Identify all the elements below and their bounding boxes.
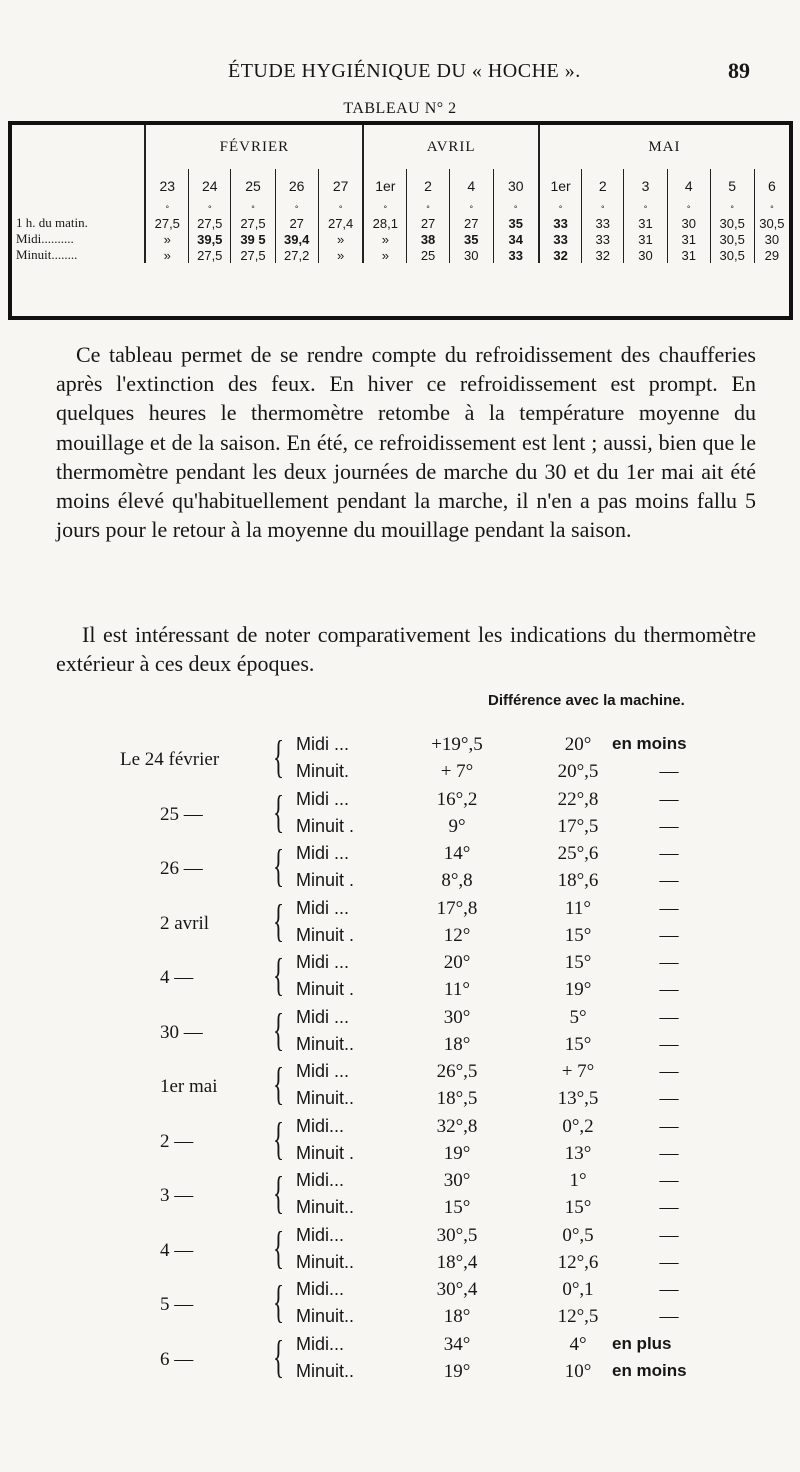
minuit-line bbox=[0, 1088, 800, 1115]
brace-symbol: { bbox=[273, 1276, 285, 1327]
exterior-temperature: 30° bbox=[443, 1170, 471, 1191]
day-header: 4 bbox=[667, 169, 710, 203]
days-row bbox=[12, 169, 789, 203]
row-label: 1 h. du matin. bbox=[16, 215, 88, 230]
difference-note: — bbox=[659, 815, 679, 837]
day-header: 27 bbox=[318, 169, 363, 203]
difference-note: — bbox=[659, 1197, 679, 1218]
list-item bbox=[0, 1221, 800, 1279]
table-cell: 30 bbox=[667, 215, 710, 231]
day-header: 1er bbox=[363, 169, 406, 203]
midi-line bbox=[0, 1061, 800, 1088]
midi-line bbox=[0, 1116, 800, 1143]
midi-line bbox=[0, 952, 800, 979]
difference-note: — bbox=[659, 843, 679, 864]
paragraph-1: Ce tableau permet de se rendre compte du refroidissement des chaufferies après l'extinction des feux. En hiver ce refroidissement est prompt. En quelques heures le thermomètre retombe à la température moyenne du mouillage et de la saison. En été, ce refroidissement est lent ; aussi, bien que le thermomètre pendant les deux journées de marche du 30 et du 1er mai ait été moins élevé qu'habituellement pendant la marche, il n'en a pas moins fallu 5 jours pour le retour à la moyenne du mouillage pendant la saison. bbox=[56, 342, 756, 543]
midi-line bbox=[0, 1225, 800, 1252]
table-cell: 28,1 bbox=[363, 215, 406, 231]
difference-note: — bbox=[659, 1224, 679, 1246]
degree-mark: ° bbox=[624, 203, 668, 215]
time-label: Minuit.. bbox=[296, 1197, 355, 1217]
minuit-line bbox=[0, 1143, 800, 1170]
difference-note: — bbox=[659, 924, 679, 946]
table-cell: » bbox=[363, 247, 406, 263]
entry-date: 30 — bbox=[160, 1021, 203, 1043]
table-cell: 39,5 bbox=[189, 231, 231, 247]
list-item bbox=[0, 785, 800, 843]
degree-mark: ° bbox=[754, 203, 789, 215]
table-cell: 33 bbox=[539, 215, 582, 231]
table-cell: 39 5 bbox=[231, 231, 275, 247]
row-label: Midi.......... bbox=[16, 231, 74, 246]
difference-value: 11° bbox=[565, 897, 591, 919]
table-cell: 27,2 bbox=[275, 247, 318, 263]
difference-value: 13°,5 bbox=[557, 1088, 599, 1109]
difference-value: 15° bbox=[564, 1197, 592, 1218]
row-label: Minuit........ bbox=[16, 247, 78, 262]
brace-symbol: { bbox=[273, 1221, 285, 1273]
time-label: Minuit . bbox=[296, 1142, 355, 1163]
minuit-line bbox=[0, 1252, 800, 1279]
difference-note: — bbox=[659, 1061, 679, 1082]
brace-symbol: { bbox=[273, 1003, 285, 1055]
degree-mark: ° bbox=[407, 203, 450, 215]
difference-value: 0°,2 bbox=[562, 1115, 594, 1137]
degree-mark: ° bbox=[667, 203, 710, 215]
table-cell: 31 bbox=[667, 231, 710, 247]
table-cell: 30,5 bbox=[710, 231, 754, 247]
table-cell: 29 bbox=[754, 247, 789, 263]
list-item bbox=[0, 1330, 800, 1388]
difference-note: — bbox=[659, 1142, 679, 1164]
midi-line bbox=[0, 1170, 800, 1197]
table-cell: 30 bbox=[449, 247, 493, 263]
table-cell: » bbox=[318, 231, 363, 247]
table-cell: 27 bbox=[407, 215, 450, 231]
exterior-temperature: 18°,4 bbox=[436, 1251, 478, 1273]
entry-date: 3 — bbox=[160, 1185, 194, 1206]
day-header: 25 bbox=[231, 169, 275, 203]
brace-symbol: { bbox=[273, 1112, 285, 1164]
paragraph-2: Il est intéressant de noter comparativement les indications du thermomètre extérieur à ces deux époques. bbox=[56, 622, 756, 677]
temperature-table-grid bbox=[12, 125, 789, 263]
minuit-line bbox=[0, 979, 800, 1006]
brace-symbol: { bbox=[273, 1167, 285, 1218]
table-cell: 33 bbox=[493, 247, 539, 263]
group-fevrier: FÉVRIER bbox=[145, 125, 363, 169]
time-label: Midi ... bbox=[296, 734, 350, 754]
day-header: 30 bbox=[493, 169, 539, 203]
table-cell: » bbox=[363, 231, 406, 247]
exterior-temperature: 17°,8 bbox=[436, 897, 478, 919]
entry-date: 25 — bbox=[160, 803, 203, 825]
exterior-temperature: 18° bbox=[443, 1033, 471, 1055]
brace-symbol: { bbox=[273, 731, 285, 782]
entry-date: 6 — bbox=[160, 1348, 194, 1370]
list-item bbox=[0, 949, 800, 1006]
difference-value: 17°,5 bbox=[557, 815, 599, 837]
degree-mark: ° bbox=[539, 203, 582, 215]
midi-line bbox=[0, 734, 800, 761]
difference-note: — bbox=[659, 1306, 679, 1327]
list-item bbox=[0, 894, 800, 952]
minuit-line bbox=[0, 1197, 800, 1224]
brace-symbol: { bbox=[273, 1330, 285, 1382]
running-title: ÉTUDE HYGIÉNIQUE DU « HOCHE ». bbox=[228, 60, 581, 82]
difference-note: — bbox=[659, 788, 679, 810]
time-label: Midi ... bbox=[296, 1061, 350, 1081]
minuit-line bbox=[0, 925, 800, 952]
day-header: 4 bbox=[449, 169, 493, 203]
list-item bbox=[0, 1167, 800, 1224]
midi-line bbox=[0, 1334, 800, 1361]
difference-note: en moins bbox=[612, 734, 687, 753]
difference-note: — bbox=[659, 761, 679, 782]
brace-symbol: { bbox=[273, 894, 285, 946]
difference-value: 5° bbox=[569, 1006, 587, 1028]
table-cell: 32 bbox=[539, 247, 582, 263]
degree-mark: ° bbox=[582, 203, 624, 215]
table-cell: 33 bbox=[582, 231, 624, 247]
minuit-line bbox=[0, 870, 800, 897]
table-cell: » bbox=[145, 247, 188, 263]
difference-value: 15° bbox=[564, 1033, 592, 1055]
difference-note: — bbox=[659, 1033, 679, 1055]
degree-mark: ° bbox=[145, 203, 188, 215]
exterior-temperature: 30°,4 bbox=[436, 1279, 478, 1300]
difference-value: 15° bbox=[564, 924, 592, 946]
degree-mark: ° bbox=[318, 203, 363, 215]
difference-note: — bbox=[659, 979, 679, 1000]
exterior-temperature: 26°,5 bbox=[436, 1061, 478, 1082]
difference-value: 22°,8 bbox=[557, 788, 599, 810]
exterior-temperature: 20° bbox=[443, 952, 471, 973]
time-label: Midi ... bbox=[296, 952, 350, 972]
difference-note: en moins bbox=[612, 1360, 687, 1380]
difference-note: — bbox=[659, 1115, 679, 1137]
group-avril: AVRIL bbox=[363, 125, 538, 169]
degree-mark: ° bbox=[231, 203, 275, 215]
table-cell: 35 bbox=[449, 231, 493, 247]
day-header: 5 bbox=[710, 169, 754, 203]
exterior-temperature: 32°,8 bbox=[436, 1115, 478, 1137]
table-cell: 33 bbox=[539, 231, 582, 247]
difference-value: 18°,6 bbox=[557, 870, 599, 891]
degree-mark: ° bbox=[275, 203, 318, 215]
day-header: 26 bbox=[275, 169, 318, 203]
exterior-temperature: 19° bbox=[443, 1142, 471, 1164]
brace-symbol: { bbox=[273, 1058, 285, 1109]
entry-date: 5 — bbox=[160, 1294, 194, 1315]
exterior-temperature: 18°,5 bbox=[436, 1088, 478, 1109]
time-label: Midi... bbox=[296, 1224, 345, 1245]
exterior-temperature: 14° bbox=[443, 843, 471, 864]
difference-value: 25°,6 bbox=[557, 843, 599, 864]
time-label: Midi... bbox=[296, 1279, 345, 1299]
exterior-temperature: 15° bbox=[443, 1197, 471, 1218]
table-cell: » bbox=[318, 247, 363, 263]
brace-symbol: { bbox=[273, 840, 285, 891]
table-cell: 39,4 bbox=[275, 231, 318, 247]
table-cell: 27,5 bbox=[189, 215, 231, 231]
exterior-temperature: 30° bbox=[443, 1006, 471, 1028]
table-cell: 27 bbox=[449, 215, 493, 231]
degree-mark: ° bbox=[363, 203, 406, 215]
time-label: Minuit . bbox=[296, 979, 355, 999]
time-label: Minuit.. bbox=[296, 1360, 355, 1381]
day-header: 2 bbox=[582, 169, 624, 203]
table-cell: 31 bbox=[624, 215, 668, 231]
table-title: TABLEAU N° 2 bbox=[343, 100, 457, 117]
time-label: Midi ... bbox=[296, 1006, 350, 1027]
difference-value: 4° bbox=[569, 1333, 587, 1355]
difference-note: — bbox=[659, 1088, 679, 1109]
difference-value: 12°,6 bbox=[557, 1251, 599, 1273]
table-cell: 33 bbox=[582, 215, 624, 231]
table-cell: 35 bbox=[493, 215, 539, 231]
degree-mark: ° bbox=[710, 203, 754, 215]
degree-mark: ° bbox=[493, 203, 539, 215]
difference-header: Différence avec la machine. bbox=[488, 692, 685, 709]
exterior-temperature: 16°,2 bbox=[436, 788, 478, 810]
day-header: 1er bbox=[539, 169, 582, 203]
difference-value: + 7° bbox=[561, 1061, 595, 1082]
table-cell: 27,5 bbox=[189, 247, 231, 263]
difference-note: — bbox=[659, 1006, 679, 1028]
difference-note: — bbox=[659, 1170, 679, 1191]
midi-line bbox=[0, 789, 800, 816]
table-cell: 27 bbox=[275, 215, 318, 231]
difference-value: 13° bbox=[564, 1142, 592, 1164]
time-label: Minuit . bbox=[296, 924, 355, 945]
entry-date: 4 — bbox=[160, 967, 194, 988]
time-label: Minuit . bbox=[296, 870, 355, 890]
day-header: 24 bbox=[189, 169, 231, 203]
midi-line bbox=[0, 1007, 800, 1034]
table-cell: 30,5 bbox=[710, 215, 754, 231]
exterior-temperature: 9° bbox=[448, 815, 466, 837]
table-cell: 30,5 bbox=[754, 215, 789, 231]
time-label: Midi... bbox=[296, 1333, 345, 1354]
table-row bbox=[12, 215, 789, 231]
list-item bbox=[0, 1112, 800, 1170]
list-item bbox=[0, 1276, 800, 1333]
table-cell: 31 bbox=[667, 247, 710, 263]
difference-note: — bbox=[659, 1251, 679, 1273]
entry-date: 2 — bbox=[160, 1130, 194, 1152]
difference-note: — bbox=[659, 897, 679, 919]
minuit-line bbox=[0, 1034, 800, 1061]
table-row bbox=[12, 231, 789, 247]
table-cell: 34 bbox=[493, 231, 539, 247]
exterior-temperature: +19°,5 bbox=[431, 734, 483, 755]
time-label: Midi ... bbox=[296, 788, 350, 809]
exterior-temperature: + 7° bbox=[440, 761, 474, 782]
difference-note: — bbox=[659, 1279, 679, 1300]
day-header: 6 bbox=[754, 169, 789, 203]
list-item bbox=[0, 1058, 800, 1115]
table-cell: 27,5 bbox=[231, 215, 275, 231]
table-cell: 30,5 bbox=[710, 247, 754, 263]
day-header: 23 bbox=[145, 169, 188, 203]
difference-value: 10° bbox=[564, 1360, 592, 1382]
entry-date: 1er mai bbox=[160, 1076, 218, 1097]
difference-note: — bbox=[659, 870, 679, 891]
time-label: Midi ... bbox=[296, 897, 350, 918]
table-cell: 38 bbox=[407, 231, 450, 247]
exterior-temperature: 11° bbox=[444, 979, 470, 1000]
day-header: 2 bbox=[407, 169, 450, 203]
table-cell: 27,4 bbox=[318, 215, 363, 231]
time-label: Minuit.. bbox=[296, 1251, 355, 1272]
midi-line bbox=[0, 843, 800, 870]
minuit-line bbox=[0, 1306, 800, 1333]
minuit-line bbox=[0, 761, 800, 788]
difference-note: — bbox=[659, 952, 679, 973]
table-cell: 32 bbox=[582, 247, 624, 263]
difference-value: 19° bbox=[564, 979, 592, 1000]
time-label: Minuit.. bbox=[296, 1306, 355, 1326]
table-cell: 27,5 bbox=[231, 247, 275, 263]
table-cell: 30 bbox=[754, 231, 789, 247]
difference-note: en plus bbox=[612, 1333, 672, 1353]
entry-date: Le 24 février bbox=[120, 749, 220, 770]
degree-mark: ° bbox=[189, 203, 231, 215]
time-label: Minuit. bbox=[296, 761, 350, 781]
minuit-line bbox=[0, 1361, 800, 1388]
difference-value: 0°,1 bbox=[562, 1279, 594, 1300]
exterior-temperature: 12° bbox=[443, 924, 471, 946]
degree-row bbox=[12, 203, 789, 215]
table-cell: 30 bbox=[624, 247, 668, 263]
time-label: Midi... bbox=[296, 1170, 345, 1190]
exterior-temperature: 8°,8 bbox=[441, 870, 473, 891]
time-label: Minuit.. bbox=[296, 1033, 355, 1054]
page-header bbox=[0, 56, 800, 88]
midi-line bbox=[0, 898, 800, 925]
exterior-temperature: 34° bbox=[443, 1333, 471, 1355]
table-cell: 25 bbox=[407, 247, 450, 263]
difference-value: 12°,5 bbox=[557, 1306, 599, 1327]
table-cell: 31 bbox=[624, 231, 668, 247]
entry-date: 26 — bbox=[160, 858, 203, 879]
list-item bbox=[0, 1003, 800, 1061]
group-mai: MAI bbox=[539, 125, 789, 169]
table-cell: 27,5 bbox=[145, 215, 188, 231]
time-label: Minuit . bbox=[296, 815, 355, 836]
page-number: 89 bbox=[728, 58, 750, 83]
list-item bbox=[0, 731, 800, 788]
entry-date: 4 — bbox=[160, 1239, 194, 1261]
midi-line bbox=[0, 1279, 800, 1306]
day-header: 3 bbox=[624, 169, 668, 203]
time-label: Minuit.. bbox=[296, 1088, 355, 1108]
temperature-table bbox=[8, 121, 793, 320]
table-cell: » bbox=[145, 231, 188, 247]
time-label: Midi... bbox=[296, 1115, 345, 1136]
brace-symbol: { bbox=[273, 785, 285, 837]
month-group-row bbox=[12, 125, 789, 169]
list-item bbox=[0, 840, 800, 897]
brace-symbol: { bbox=[273, 949, 285, 1000]
time-label: Midi ... bbox=[296, 843, 350, 863]
difference-value: 15° bbox=[564, 952, 592, 973]
table-row bbox=[12, 247, 789, 263]
minuit-line bbox=[0, 816, 800, 843]
difference-value: 0°,5 bbox=[562, 1224, 594, 1246]
exterior-temperature: 18° bbox=[443, 1306, 471, 1327]
difference-value: 1° bbox=[569, 1170, 587, 1191]
entry-date: 2 avril bbox=[160, 912, 210, 934]
difference-value: 20° bbox=[564, 734, 592, 755]
difference-value: 20°,5 bbox=[557, 761, 599, 782]
exterior-temperature: 30°,5 bbox=[436, 1224, 478, 1246]
degree-mark: ° bbox=[449, 203, 493, 215]
exterior-temperature: 19° bbox=[443, 1360, 471, 1382]
